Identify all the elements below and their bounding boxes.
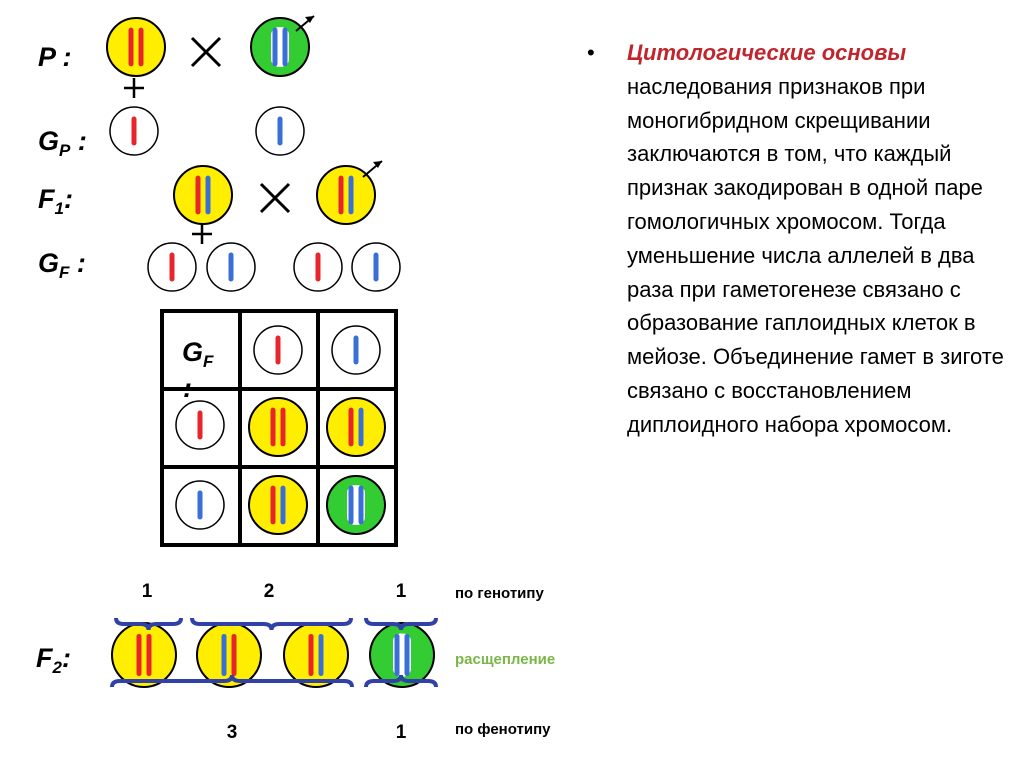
grid-cell-rb-2: [249, 476, 307, 534]
bullet-icon: •: [587, 40, 595, 65]
grid-gf-colon: :: [183, 373, 192, 403]
genotype-count-1: 1: [141, 581, 153, 602]
phenotype-count-2: 1: [395, 722, 407, 743]
female-symbol-icon: [192, 224, 212, 244]
f2-cell-br: [197, 623, 261, 687]
explanation-accent: Цитологические основы: [627, 40, 907, 65]
label-p: P :: [38, 42, 72, 72]
label-f2: $F_2$:: [36, 643, 71, 677]
genotype-count-2: 2: [263, 581, 275, 602]
grid-cell-rb-1: [327, 398, 385, 456]
label-gf: $G_F$ :: [38, 248, 86, 282]
label-splitting: расщепление: [455, 651, 556, 668]
label-by-genotype: по генотипу: [455, 585, 544, 602]
p-female-cell: [107, 18, 165, 76]
genotype-count-3: 1: [395, 581, 407, 602]
label-f1: $F_1$:: [38, 184, 73, 218]
explanation-paragraph: [627, 36, 1007, 442]
f1-female-cell: [174, 166, 232, 224]
explanation-block: [587, 36, 1007, 442]
phenotype-count-1: 3: [226, 722, 238, 743]
female-symbol-icon: [124, 78, 144, 98]
label-gp: $G_P$ :: [38, 126, 87, 160]
cross-icon: [261, 184, 289, 212]
f2-cell-rb: [284, 623, 348, 687]
grid-gf-label: $G_F$: [182, 337, 214, 371]
explanation-body: наследования признаков при моногибридном скрещивании заключаются в том, что каждый признак закодирован в одной паре гомологичных хромосом. Тогда уменьшение числа аллелей в два раза при гаметогенезе связано с образование гаплоидных клеток в мейозе. Объединение гамет в зиготе связано с восстановлением диплоидного набора хромосом.: [627, 73, 1004, 437]
label-by-phenotype: по фенотипу: [455, 721, 551, 738]
grid-cell-rr: [249, 398, 307, 456]
cross-icon: [192, 38, 220, 66]
f2-cell-rr: [112, 623, 176, 687]
